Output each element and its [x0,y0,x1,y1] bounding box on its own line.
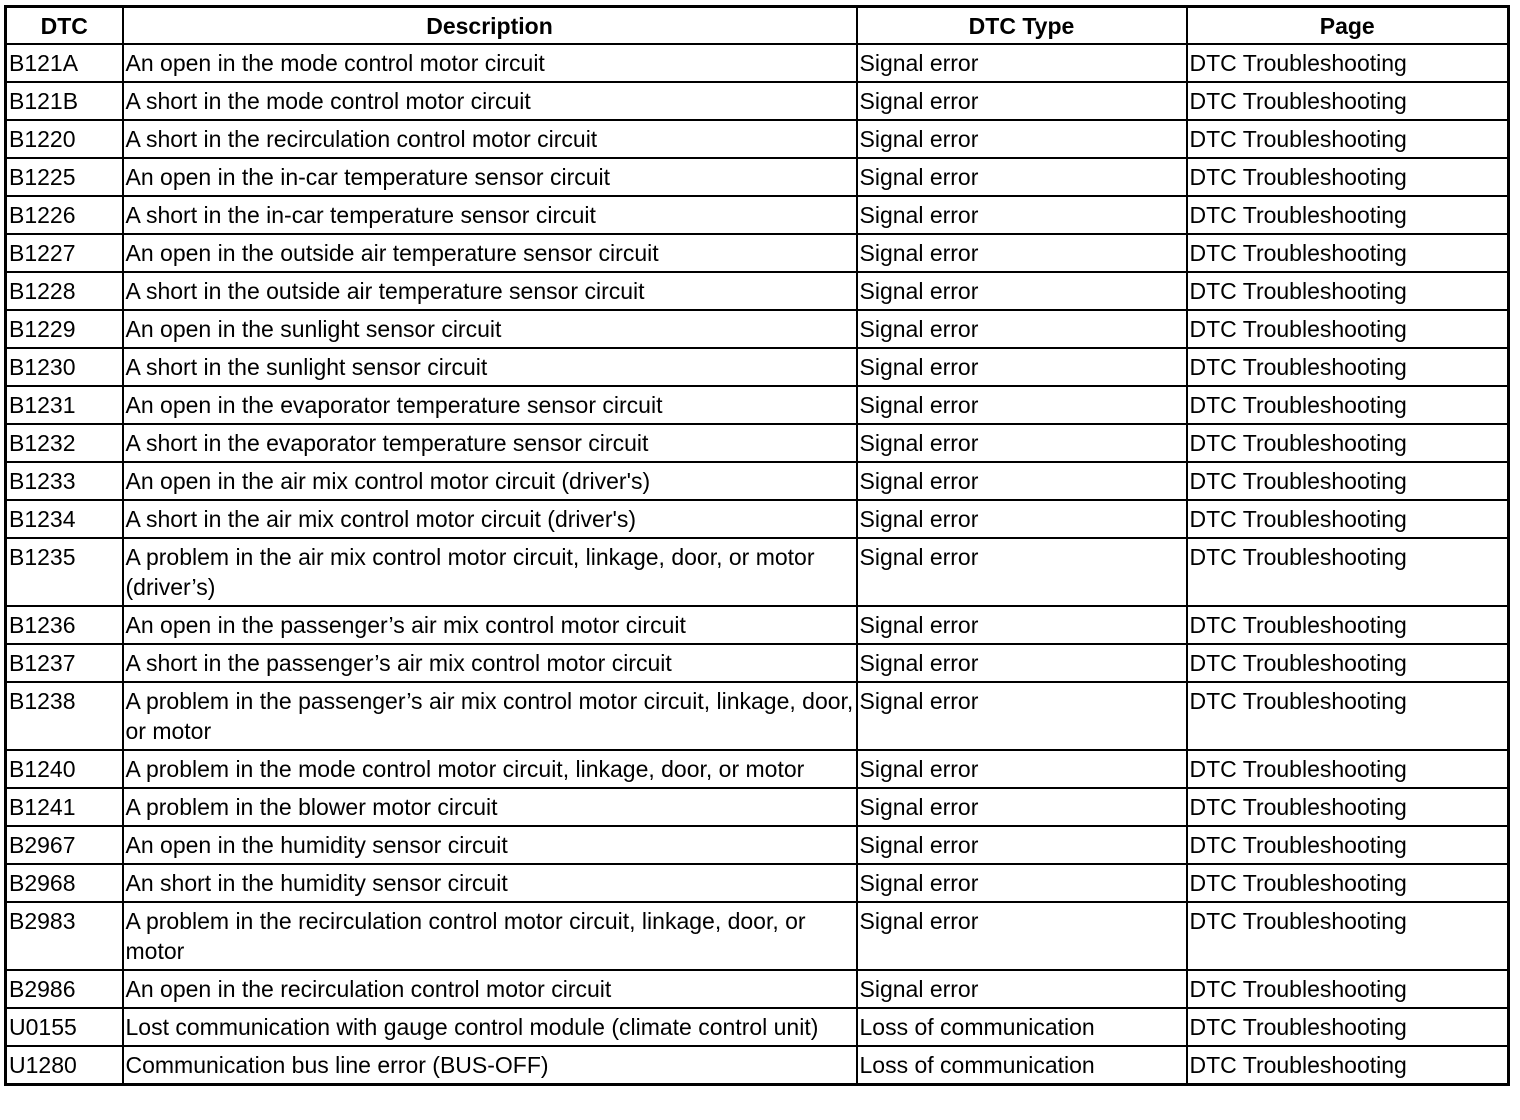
cell-dtc: B1240 [6,750,123,788]
cell-dtc: B1234 [6,500,123,538]
cell-page: DTC Troubleshooting [1187,386,1509,424]
cell-description: A problem in the blower motor circuit [123,788,857,826]
cell-description: A short in the recirculation control motor circuit [123,120,857,158]
cell-description: A short in the air mix control motor circuit (driver's) [123,500,857,538]
cell-description: An short in the humidity sensor circuit [123,864,857,902]
cell-dtc: B1226 [6,196,123,234]
cell-dtc: U1280 [6,1046,123,1085]
cell-dtc: B1228 [6,272,123,310]
cell-dtc-type: Signal error [857,864,1187,902]
table-row [6,500,1509,538]
cell-description: An open in the sunlight sensor circuit [123,310,857,348]
cell-page: DTC Troubleshooting [1187,82,1509,120]
cell-dtc: B1235 [6,538,123,606]
cell-description: An open in the mode control motor circuit [123,44,857,82]
cell-page: DTC Troubleshooting [1187,462,1509,500]
cell-dtc-type: Signal error [857,970,1187,1008]
table-row [6,864,1509,902]
cell-dtc: B1236 [6,606,123,644]
cell-description: An open in the passenger’s air mix control motor circuit [123,606,857,644]
cell-dtc-type: Signal error [857,424,1187,462]
cell-page: DTC Troubleshooting [1187,682,1509,750]
cell-page: DTC Troubleshooting [1187,788,1509,826]
table-row [6,44,1509,82]
cell-page: DTC Troubleshooting [1187,826,1509,864]
cell-description: A problem in the recirculation control motor circuit, linkage, door, or motor [123,902,857,970]
table-row [6,310,1509,348]
cell-dtc-type: Signal error [857,44,1187,82]
cell-description: A short in the mode control motor circuit [123,82,857,120]
cell-description: A short in the evaporator temperature sensor circuit [123,424,857,462]
cell-dtc-type: Signal error [857,606,1187,644]
cell-page: DTC Troubleshooting [1187,44,1509,82]
table-row [6,348,1509,386]
cell-description: An open in the humidity sensor circuit [123,826,857,864]
table-row [6,606,1509,644]
cell-description: A problem in the passenger’s air mix control motor circuit, linkage, door, or motor [123,682,857,750]
cell-dtc-type: Signal error [857,272,1187,310]
cell-dtc: B1232 [6,424,123,462]
cell-dtc-type: Signal error [857,750,1187,788]
cell-dtc-type: Signal error [857,902,1187,970]
cell-page: DTC Troubleshooting [1187,644,1509,682]
cell-dtc: B2986 [6,970,123,1008]
cell-dtc-type: Signal error [857,120,1187,158]
cell-page: DTC Troubleshooting [1187,1008,1509,1046]
cell-dtc: B121B [6,82,123,120]
cell-page: DTC Troubleshooting [1187,970,1509,1008]
cell-description: Lost communication with gauge control module (climate control unit) [123,1008,857,1046]
table-body [6,44,1509,1085]
cell-description: A short in the sunlight sensor circuit [123,348,857,386]
cell-description: A short in the in-car temperature sensor circuit [123,196,857,234]
cell-page: DTC Troubleshooting [1187,1046,1509,1085]
cell-description: An open in the in-car temperature sensor circuit [123,158,857,196]
cell-dtc-type: Loss of communication [857,1046,1187,1085]
cell-dtc-type: Signal error [857,158,1187,196]
cell-dtc-type: Signal error [857,82,1187,120]
cell-dtc-type: Signal error [857,462,1187,500]
table-row [6,120,1509,158]
cell-page: DTC Troubleshooting [1187,310,1509,348]
cell-dtc-type: Signal error [857,348,1187,386]
table-row [6,788,1509,826]
cell-page: DTC Troubleshooting [1187,750,1509,788]
table-row [6,970,1509,1008]
table-header [6,7,1509,45]
table-row [6,750,1509,788]
cell-dtc: B1225 [6,158,123,196]
table-row [6,424,1509,462]
cell-dtc-type: Signal error [857,196,1187,234]
cell-page: DTC Troubleshooting [1187,196,1509,234]
cell-page: DTC Troubleshooting [1187,500,1509,538]
cell-dtc: B2967 [6,826,123,864]
cell-dtc: B1220 [6,120,123,158]
table-row [6,538,1509,606]
table-row [6,1008,1509,1046]
cell-dtc-type: Signal error [857,826,1187,864]
table-row [6,644,1509,682]
cell-page: DTC Troubleshooting [1187,606,1509,644]
cell-description: An open in the air mix control motor circuit (driver's) [123,462,857,500]
cell-description: A problem in the mode control motor circuit, linkage, door, or motor [123,750,857,788]
header-row [6,7,1509,45]
cell-dtc: B1238 [6,682,123,750]
cell-page: DTC Troubleshooting [1187,120,1509,158]
table-row [6,234,1509,272]
table-row [6,1046,1509,1085]
dtc-table [4,5,1510,1086]
table-row [6,902,1509,970]
cell-page: DTC Troubleshooting [1187,234,1509,272]
cell-description: Communication bus line error (BUS-OFF) [123,1046,857,1085]
header-page: Page [1187,7,1509,45]
table-row [6,462,1509,500]
table-row [6,682,1509,750]
header-dtc: DTC [6,7,123,45]
cell-dtc-type: Signal error [857,788,1187,826]
cell-dtc: B2983 [6,902,123,970]
cell-dtc-type: Signal error [857,538,1187,606]
cell-dtc-type: Signal error [857,234,1187,272]
cell-page: DTC Troubleshooting [1187,864,1509,902]
cell-dtc: B1227 [6,234,123,272]
cell-dtc-type: Signal error [857,386,1187,424]
cell-dtc-type: Signal error [857,310,1187,348]
cell-page: DTC Troubleshooting [1187,158,1509,196]
table-row [6,272,1509,310]
cell-description: A problem in the air mix control motor circuit, linkage, door, or motor (driver’s) [123,538,857,606]
cell-page: DTC Troubleshooting [1187,348,1509,386]
cell-dtc: B1231 [6,386,123,424]
cell-dtc: B1230 [6,348,123,386]
table-row [6,82,1509,120]
cell-page: DTC Troubleshooting [1187,538,1509,606]
header-dtc-type: DTC Type [857,7,1187,45]
table-row [6,386,1509,424]
cell-dtc-type: Signal error [857,682,1187,750]
cell-description: An open in the recirculation control motor circuit [123,970,857,1008]
cell-dtc: B2968 [6,864,123,902]
cell-description: An open in the outside air temperature sensor circuit [123,234,857,272]
header-description: Description [123,7,857,45]
cell-description: A short in the outside air temperature sensor circuit [123,272,857,310]
cell-dtc-type: Signal error [857,644,1187,682]
table-row [6,158,1509,196]
table-row [6,196,1509,234]
cell-page: DTC Troubleshooting [1187,424,1509,462]
table-row [6,826,1509,864]
cell-page: DTC Troubleshooting [1187,272,1509,310]
cell-dtc: U0155 [6,1008,123,1046]
cell-dtc-type: Signal error [857,500,1187,538]
cell-dtc: B1229 [6,310,123,348]
cell-dtc: B1237 [6,644,123,682]
cell-description: A short in the passenger’s air mix control motor circuit [123,644,857,682]
cell-dtc: B1241 [6,788,123,826]
cell-dtc-type: Loss of communication [857,1008,1187,1046]
cell-page: DTC Troubleshooting [1187,902,1509,970]
cell-dtc: B1233 [6,462,123,500]
cell-dtc: B121A [6,44,123,82]
cell-description: An open in the evaporator temperature sensor circuit [123,386,857,424]
